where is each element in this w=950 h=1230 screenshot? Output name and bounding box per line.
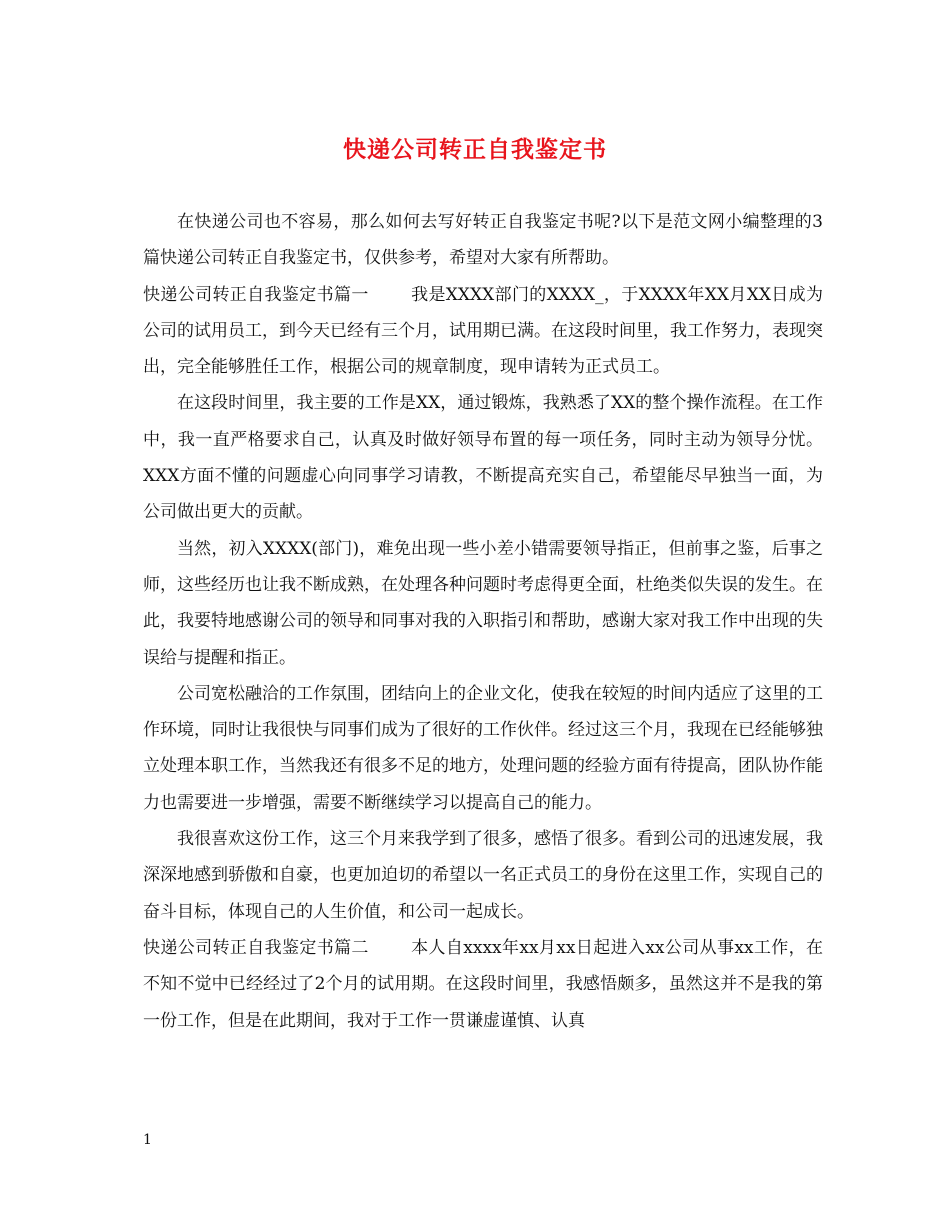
section-heading-two: 快递公司转正自我鉴定书篇二 (143, 937, 369, 958)
paragraph-3: 当然，初入XXXX(部门)，难免出现一些小差小错需要领导指正，但前事之鉴，后事之师，这些经历也让我不断成熟，在处理各种问题时考虑得更全面，杜绝类似失误的发生。在此，我要特地感谢公司的领导和同事对我的入职指引和帮助，感谢大家对我工作中出现的失误给与提醒和指正。 (143, 538, 823, 668)
page-number: 1 (143, 1132, 152, 1148)
paragraph-4: 公司宽松融洽的工作氛围，团结向上的企业文化，使我在较短的时间内适应了这里的工作环境，同时让我很快与同事们成为了很好的工作伙伴。经过这三个月，我现在已经能够独立处理本职工作，当然我还有很多不足的地方，处理问题的经验方面有待提高，团队协作能力也需要进一步增强，需要不断继续学习以提高自己的能力。 (143, 683, 823, 813)
paragraph-section-two (143, 930, 823, 1039)
document-title: 快递公司转正自我鉴定书 (343, 136, 607, 163)
section-heading-one: 快递公司转正自我鉴定书篇一 (143, 284, 369, 305)
section-two-text: 本人自xxxx年xx月xx日起进入xx公司从事xx工作，在不知不觉中已经经过了2个月的试用期。在这段时间里，我感悟颇多，虽然这并不是我的第一份工作，但是在此期间，我对于工作一贯谦虚谨慎、认真 (143, 937, 823, 1031)
paragraph-section-one (143, 277, 823, 386)
paragraph-2: 在这段时间里，我主要的工作是XX，通过锻炼，我熟悉了XX的整个操作流程。在工作中，我一直严格要求自己，认真及时做好领导布置的每一项任务，同时主动为领导分忧。XXX方面不懂的问题虚心向同事学习请教，不断提高充实自己，希望能尽早独当一面，为公司做出更大的贡献。 (143, 393, 823, 523)
paragraph-intro: 在快递公司也不容易，那么如何去写好转正自我鉴定书呢?以下是范文网小编整理的3篇快递公司转正自我鉴定书，仅供参考，希望对大家有所帮助。 (143, 212, 823, 269)
paragraph-5: 我很喜欢这份工作，这三个月来我学到了很多，感悟了很多。看到公司的迅速发展，我深深地感到骄傲和自豪，也更加迫切的希望以一名正式员工的身份在这里工作，实现自己的奋斗目标，体现自己的人生价值，和公司一起成长。 (143, 829, 823, 922)
document-body (143, 204, 823, 1039)
section-one-text: 我是XXXX部门的XXXX_，于XXXX年XX月XX日成为公司的试用员工，到今天已经有三个月，试用期已满。在这段时间里，我工作努力，表现突出，完全能够胜任工作，根据公司的规章制度，现申请转为正式员工。 (143, 284, 824, 378)
